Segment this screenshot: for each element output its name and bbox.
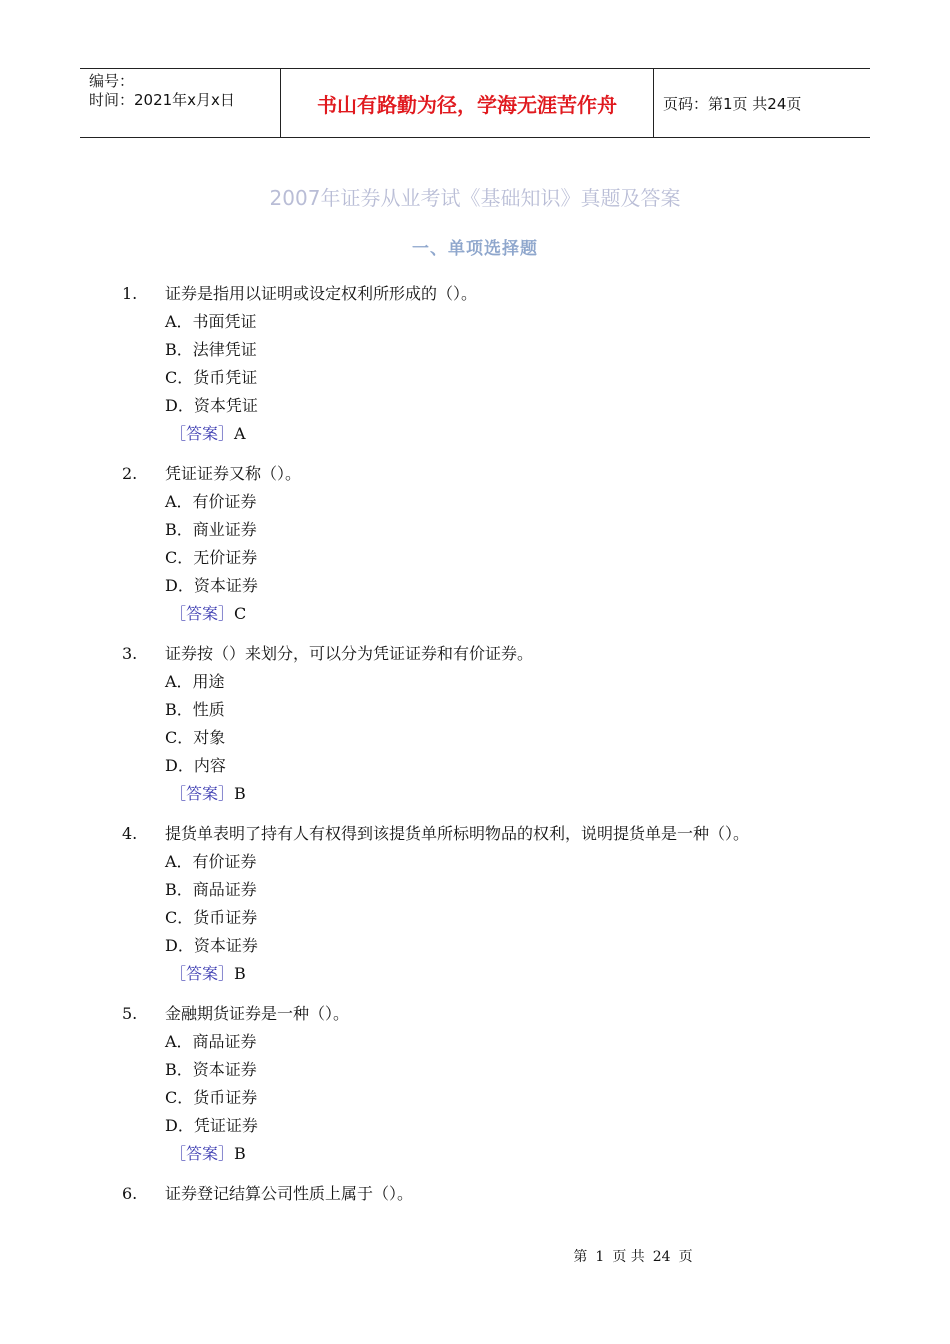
footer-page-number: 1 [595, 1249, 605, 1265]
answer-label: ［答案］ [170, 964, 235, 983]
question-number: 6. [122, 1184, 138, 1203]
question-item [0, 1000, 950, 1168]
option-b: B．法律凭证 [165, 340, 257, 359]
option-b: B．商业证券 [165, 520, 257, 539]
question-number: 3. [122, 644, 138, 663]
header-meta-cell [80, 69, 281, 137]
option-d: D．内容 [165, 756, 226, 775]
answer-value: B [234, 1144, 246, 1163]
page-footer [0, 1246, 950, 1266]
question-item [0, 820, 950, 988]
motto-text: 书山有路勤为径，学海无涯苦作舟 [317, 92, 617, 117]
answer-label: ［答案］ [170, 424, 235, 443]
option-c: C．无价证券 [165, 548, 258, 567]
number-label: 编号： [89, 72, 135, 90]
answer-value: C [234, 604, 247, 623]
question-stem: 证券按（）来划分，可以分为凭证证券和有价证券。 [165, 644, 534, 663]
answer-line [170, 600, 246, 628]
option-c: C．对象 [165, 728, 226, 747]
page-info-cell [654, 69, 870, 137]
question-number: 4. [122, 824, 138, 843]
option-c: C．货币凭证 [165, 368, 258, 387]
answer-value: B [234, 964, 246, 983]
motto-cell [281, 69, 654, 137]
answer-line [170, 420, 246, 448]
footer-prefix: 第 [573, 1249, 588, 1265]
option-b: B．性质 [165, 700, 225, 719]
question-stem: 证券是指用以证明或设定权利所形成的（）。 [165, 284, 478, 303]
answer-value: B [234, 784, 246, 803]
time-label: 时间：2021年x月x日 [89, 91, 235, 109]
option-a: A．有价证券 [165, 852, 257, 871]
question-stem: 凭证证券又称（）。 [165, 464, 302, 483]
question-stem: 提货单表明了持有人有权得到该提货单所标明物品的权利，说明提货单是一种（）。 [165, 824, 750, 843]
option-c: C．货币证券 [165, 1088, 258, 1107]
answer-label: ［答案］ [170, 784, 235, 803]
answer-label: ［答案］ [170, 1144, 235, 1163]
question-number: 1. [122, 284, 138, 303]
option-b: B．资本证券 [165, 1060, 257, 1079]
question-item [0, 460, 950, 628]
page-info-text: 页码：第1页 共24页 [663, 94, 802, 113]
section-title: 一、单项选择题 [412, 239, 538, 259]
answer-value: A [234, 424, 246, 443]
document-title: 2007年证券从业考试《基础知识》真题及答案 [269, 186, 681, 210]
option-a: A．用途 [165, 672, 225, 691]
answer-label: ［答案］ [170, 604, 235, 623]
option-d: D．资本凭证 [165, 396, 258, 415]
footer-mid: 页 共 [612, 1249, 645, 1265]
option-a: A．书面凭证 [165, 312, 257, 331]
option-d: D．资本证券 [165, 576, 258, 595]
question-item [0, 640, 950, 808]
option-b: B．商品证券 [165, 880, 257, 899]
header-table [80, 68, 870, 138]
answer-line [170, 1140, 246, 1168]
question-stem: 金融期货证券是一种（）。 [165, 1004, 350, 1023]
option-d: D．资本证券 [165, 936, 258, 955]
answer-line [170, 960, 246, 988]
question-item [0, 280, 950, 448]
question-number: 2. [122, 464, 138, 483]
option-a: A．有价证券 [165, 492, 257, 511]
footer-suffix: 页 [678, 1249, 693, 1265]
option-c: C．货币证券 [165, 908, 258, 927]
option-d: D．凭证证券 [165, 1116, 258, 1135]
question-stem: 证券登记结算公司性质上属于（）。 [165, 1184, 414, 1203]
question-number: 5. [122, 1004, 138, 1023]
option-a: A．商品证券 [165, 1032, 257, 1051]
footer-total-pages: 24 [652, 1249, 671, 1265]
answer-line [170, 780, 246, 808]
question-item [0, 1180, 950, 1208]
